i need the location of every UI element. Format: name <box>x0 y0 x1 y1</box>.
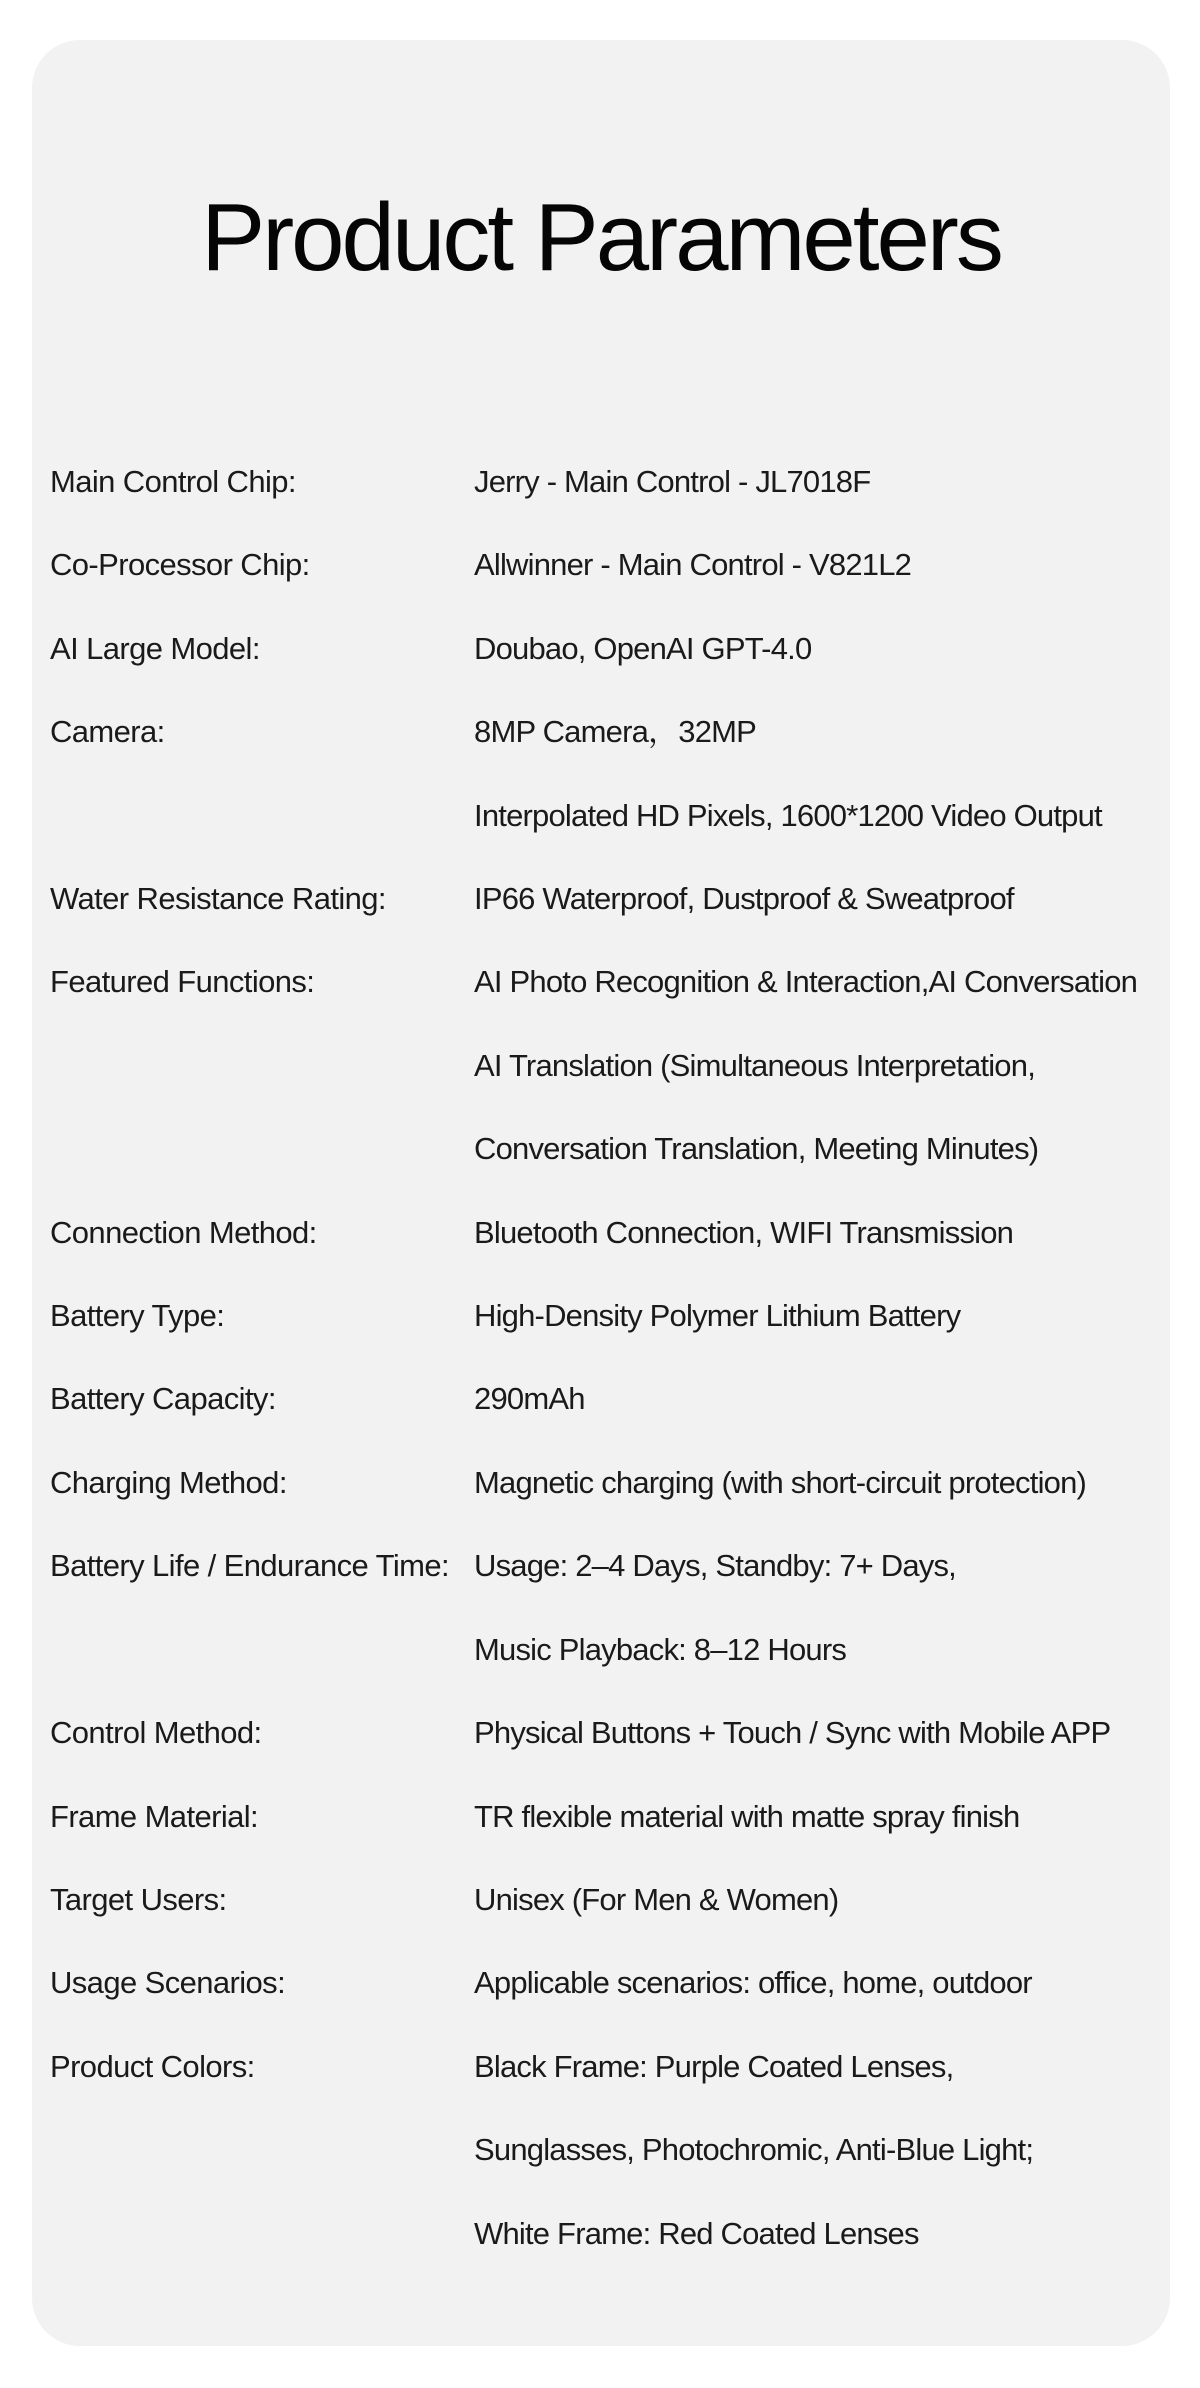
parameter-value: Conversation Translation, Meeting Minutes) <box>474 1131 1039 1167</box>
parameter-values <box>474 523 1170 606</box>
parameters-card <box>32 40 1170 2346</box>
parameter-row <box>32 2025 1170 2275</box>
parameter-values <box>474 690 1170 857</box>
parameter-row <box>32 1524 1170 1691</box>
parameter-label: Control Method: <box>50 1715 262 1751</box>
parameter-label: Battery Capacity: <box>50 1381 276 1417</box>
parameter-row <box>32 1941 1170 2024</box>
parameter-label: Water Resistance Rating: <box>50 881 386 917</box>
parameter-row <box>32 690 1170 857</box>
parameter-values <box>474 1191 1170 1274</box>
parameter-values <box>474 857 1170 940</box>
parameter-value: Allwinner - Main Control - V821L2 <box>474 547 912 583</box>
parameter-values <box>474 1524 1170 1691</box>
parameter-value: Usage: 2–4 Days, Standby: 7+ Days, <box>474 1548 956 1584</box>
parameter-values <box>474 940 1170 1190</box>
parameter-value: IP66 Waterproof, Dustproof & Sweatproof <box>474 881 1014 917</box>
parameter-label: Camera: <box>50 714 165 750</box>
parameter-label: Featured Functions: <box>50 964 315 1000</box>
parameter-value: Music Playback: 8–12 Hours <box>474 1631 847 1667</box>
parameter-row <box>32 1691 1170 1774</box>
parameter-label: Charging Method: <box>50 1464 287 1500</box>
parameter-values <box>474 607 1170 690</box>
parameter-label: Connection Method: <box>50 1214 317 1250</box>
parameter-row <box>32 857 1170 940</box>
parameter-values <box>474 1441 1170 1524</box>
parameter-values <box>474 1357 1170 1440</box>
parameter-row <box>32 523 1170 606</box>
parameter-values <box>474 440 1170 523</box>
parameter-value: Unisex (For Men & Women) <box>474 1881 839 1917</box>
parameter-row <box>32 1191 1170 1274</box>
parameter-row <box>32 1274 1170 1357</box>
parameter-row <box>32 1775 1170 1858</box>
parameter-value: TR flexible material with matte spray finish <box>474 1798 1020 1834</box>
parameter-label: Main Control Chip: <box>50 464 296 499</box>
parameter-value: White Frame: Red Coated Lenses <box>474 2215 919 2251</box>
parameters-list <box>32 440 1170 2275</box>
parameter-row <box>32 940 1170 1190</box>
parameter-row <box>32 607 1170 690</box>
parameter-value: AI Translation (Simultaneous Interpretation, <box>474 1047 1036 1083</box>
parameter-row <box>32 1357 1170 1440</box>
parameter-label: Usage Scenarios: <box>50 1965 286 2001</box>
parameter-value: Bluetooth Connection, WIFI Transmission <box>474 1214 1014 1250</box>
parameter-value: Interpolated HD Pixels, 1600*1200 Video Output <box>474 797 1102 833</box>
parameter-label: Product Colors: <box>50 2048 255 2084</box>
parameter-label: Battery Type: <box>50 1298 225 1334</box>
parameter-value: Doubao, OpenAI GPT-4.0 <box>474 630 812 666</box>
parameter-value: 290mAh <box>474 1381 585 1417</box>
parameter-values <box>474 1691 1170 1774</box>
parameter-label: Target Users: <box>50 1881 227 1917</box>
parameter-value: Jerry - Main Control - JL7018F <box>474 464 871 499</box>
parameter-values <box>474 1858 1170 1941</box>
parameter-row <box>32 440 1170 523</box>
parameter-label: AI Large Model: <box>50 630 260 666</box>
parameter-row <box>32 1441 1170 1524</box>
parameter-value: 8MP Camera，32MP <box>474 714 757 750</box>
parameter-value: Sunglasses, Photochromic, Anti-Blue Light; <box>474 2132 1034 2168</box>
page-title: Product Parameters <box>201 184 1001 291</box>
parameter-value: High-Density Polymer Lithium Battery <box>474 1298 961 1334</box>
parameter-label: Battery Life / Endurance Time: <box>50 1548 449 1584</box>
parameter-values <box>474 1775 1170 1858</box>
parameter-row <box>32 1858 1170 1941</box>
parameter-values <box>474 2025 1170 2275</box>
parameter-value: Black Frame: Purple Coated Lenses, <box>474 2048 954 2084</box>
parameter-value: Magnetic charging (with short-circuit protection) <box>474 1464 1087 1500</box>
parameter-value: AI Photo Recognition & Interaction,AI Conversation <box>474 964 1138 1000</box>
parameter-values <box>474 1941 1170 2024</box>
parameter-label: Co-Processor Chip: <box>50 547 310 583</box>
parameter-value: Physical Buttons + Touch / Sync with Mobile APP <box>474 1715 1111 1751</box>
parameter-value: Applicable scenarios: office, home, outdoor <box>474 1965 1032 2001</box>
parameter-values <box>474 1274 1170 1357</box>
parameter-label: Frame Material: <box>50 1798 259 1834</box>
